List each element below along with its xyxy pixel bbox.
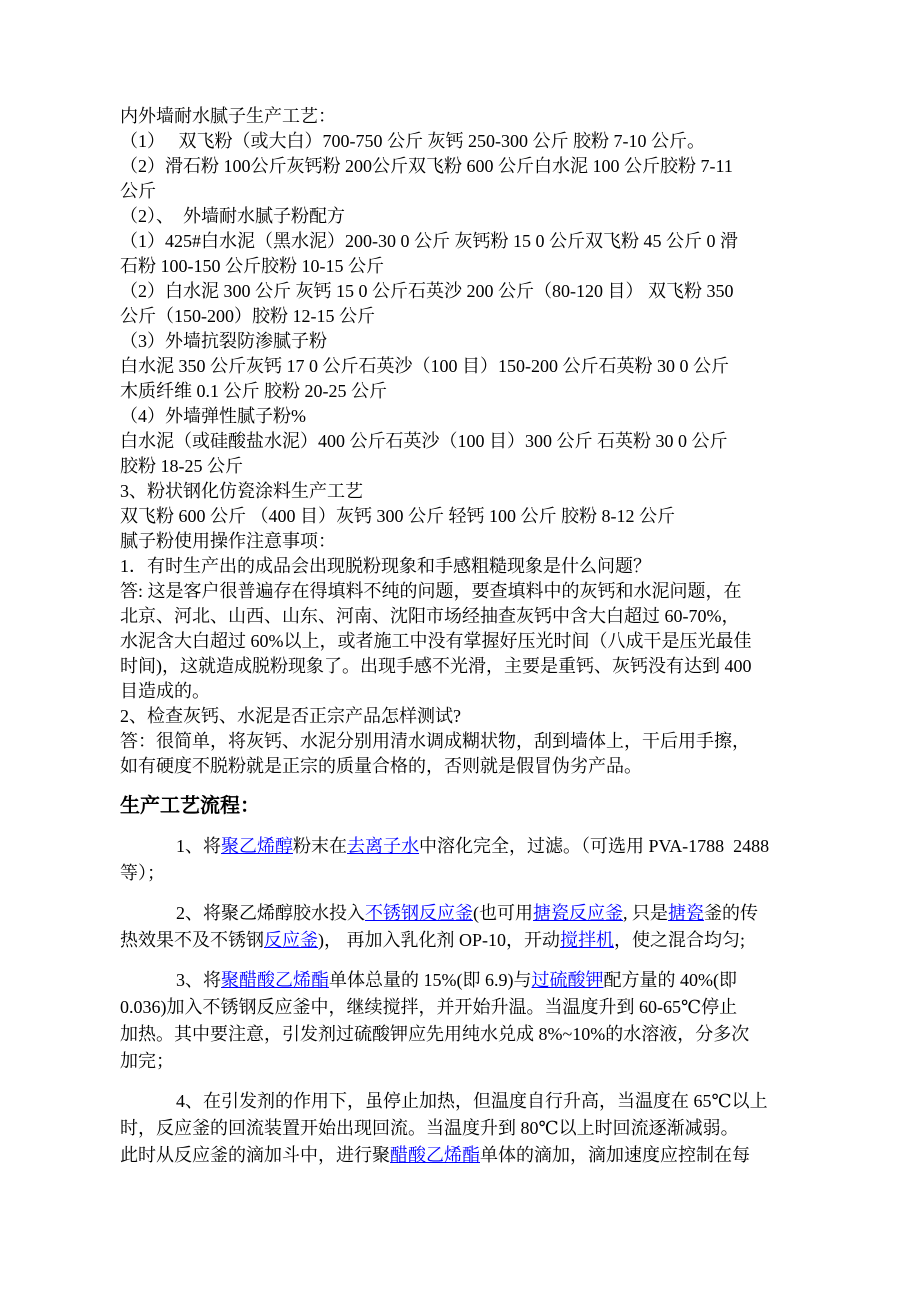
text-line (120, 1021, 812, 1048)
text-run: 白水泥（或硅酸盐水泥）400 公斤石英沙（100 目）300 公斤 石英粉 30 0 公斤 (120, 431, 728, 451)
text-run: 4、在引发剂的作用下，虽停止加热，但温度自行升高，当温度在 65℃以上 (176, 1091, 768, 1111)
text-run: 答: 这是客户很普遍存在得填料不纯的问题，要查填料中的灰钙和水泥问题，在 (120, 581, 742, 601)
text-run: 2、检查灰钙、水泥是否正宗产品怎样测试? (120, 706, 461, 726)
text-run: 目造成的。 (120, 681, 210, 701)
text-line (120, 654, 812, 679)
text-run: 热效果不及不锈钢 (120, 930, 264, 950)
blank-line (120, 779, 812, 792)
hyperlink[interactable]: 聚乙烯醇 (221, 836, 293, 856)
hyperlink[interactable]: 反应釜 (264, 930, 318, 950)
text-line (120, 379, 812, 404)
text-line (120, 579, 812, 604)
text-line (120, 229, 812, 254)
text-run: 内外墙耐水腻子生产工艺： (120, 106, 336, 126)
text-run: 3、将 (176, 970, 221, 990)
text-line (120, 967, 812, 994)
text-run: 北京、河北、山西、山东、河南、沈阳市场经抽查灰钙中含大白超过 60-70%， (120, 606, 740, 626)
text-line (120, 104, 812, 129)
text-line (120, 1048, 812, 1075)
hyperlink[interactable]: 聚醋酸乙烯酯 (221, 970, 329, 990)
text-line (120, 604, 812, 629)
text-run: 1．有时生产出的成品会出现脱粉现象和手感粗糙现象是什么问题？ (120, 556, 651, 576)
text-line (120, 454, 812, 479)
blank-line (120, 1075, 812, 1088)
text-run: (也可用 (473, 903, 533, 923)
text-line (120, 254, 812, 279)
text-run: 粉末在 (293, 836, 347, 856)
text-line (120, 204, 812, 229)
text-run: （2）、 外墙耐水腻子粉配方 (120, 206, 345, 226)
hyperlink[interactable]: 不锈钢反应釜 (365, 903, 473, 923)
text-line (120, 304, 812, 329)
text-line (120, 994, 812, 1021)
text-run: 配方量的 40%(即 (603, 970, 737, 990)
text-run: 如有硬度不脱粉就是正宗的质量合格的，否则就是假冒伪劣产品。 (120, 756, 642, 776)
text-line (120, 479, 812, 504)
text-line (120, 833, 812, 860)
text-line (120, 529, 812, 554)
text-line (120, 1142, 812, 1169)
text-run: 此时从反应釜的滴加斗中，进行聚 (120, 1145, 390, 1165)
text-run: （2）白水泥 300 公斤 灰钙 15 0 公斤石英沙 200 公斤（80-120 目） 双飞粉 350 (120, 281, 734, 301)
text-line (120, 679, 812, 704)
text-run: （1）425#白水泥（黑水泥）200-30 0 公斤 灰钙粉 15 0 公斤双飞粉 45 公斤 0 滑 (120, 231, 738, 251)
hyperlink[interactable]: 搪瓷 (668, 903, 704, 923)
text-line (120, 504, 812, 529)
section-heading: 生产工艺流程： (120, 795, 260, 817)
text-run: 3、粉状钢化仿瓷涂料生产工艺 (120, 481, 363, 501)
text-run: 1、将 (176, 836, 221, 856)
text-line (120, 429, 812, 454)
text-run: 时，反应釜的回流装置开始出现回流。当温度升到 80℃以上时回流逐渐减弱。 (120, 1118, 739, 1138)
text-run: 白水泥 350 公斤灰钙 17 0 公斤石英沙（100 目）150-200 公斤石英粉 30 0 公斤 (120, 356, 729, 376)
text-run: 石粉 100-150 公斤胶粉 10-15 公斤 (120, 256, 384, 276)
text-run: （3）外墙抗裂防渗腻子粉 (120, 331, 327, 351)
text-run: 时间)，这就造成脱粉现象了。出现手感不光滑，主要是重钙、灰钙没有达到 400 (120, 656, 752, 676)
text-run: 胶粉 18-25 公斤 (120, 456, 243, 476)
text-run: 釜的传 (704, 903, 758, 923)
text-line (120, 629, 812, 654)
hyperlink[interactable]: 去离子水 (347, 836, 419, 856)
blank-line (120, 820, 812, 833)
text-run: 加完； (120, 1051, 174, 1071)
blank-line (120, 954, 812, 967)
text-run: 双飞粉 600 公斤 （400 目）灰钙 300 公斤 轻钙 100 公斤 胶粉 8-12 公斤 (120, 506, 675, 526)
text-run: 中溶化完全，过滤。（可选用 PVA-1788 2488 (419, 836, 770, 856)
text-line (120, 129, 812, 154)
text-line (120, 927, 812, 954)
text-run: （4）外墙弹性腻子粉% (120, 406, 306, 426)
hyperlink[interactable]: 醋酸乙烯酯 (390, 1145, 480, 1165)
text-run: , 只是 (623, 903, 668, 923)
text-line (120, 279, 812, 304)
text-line (120, 329, 812, 354)
text-run: 腻子粉使用操作注意事项： (120, 531, 336, 551)
text-run: 0.036)加入不锈钢反应釜中，继续搅拌，并开始升温。当温度升到 60-65℃停止 (120, 997, 738, 1017)
text-run: 答：很简单，将灰钙、水泥分别用清水调成糊状物，刮到墙体上，干后用手擦， (120, 731, 750, 751)
text-line (120, 404, 812, 429)
hyperlink[interactable]: 过硫酸钾 (531, 970, 604, 990)
text-run: 木质纤维 0.1 公斤 胶粉 20-25 公斤 (120, 381, 387, 401)
text-line (120, 729, 812, 754)
hyperlink[interactable]: 搪瓷反应釜 (533, 903, 623, 923)
text-line (120, 704, 812, 729)
text-line (120, 860, 812, 887)
text-run: 加热。其中要注意，引发剂过硫酸钾应先用纯水兑成 8%~10%的水溶液，分多次 (120, 1024, 750, 1044)
text-run: （2）滑石粉 100公斤灰钙粉 200公斤双飞粉 600 公斤白水泥 100 公斤胶粉 7-11 (120, 156, 733, 176)
text-run: 公斤（150-200）胶粉 12-15 公斤 (120, 306, 375, 326)
text-line (120, 1115, 812, 1142)
text-run: 水泥含大白超过 60%以上，或者施工中没有掌握好压光时间（八成干是压光最佳 (120, 631, 752, 651)
text-run: （1） 双飞粉（或大白）700-750 公斤 灰钙 250-300 公斤 胶粉 7-10 公斤。 (120, 131, 705, 151)
text-run: 2、将聚乙烯醇胶水投入 (176, 903, 365, 923)
hyperlink[interactable]: 搅拌机 (560, 930, 614, 950)
text-run: 单体的滴加，滴加速度应控制在每 (480, 1145, 750, 1165)
text-run: )， 再加入乳化剂 OP-10，开动 (318, 930, 560, 950)
text-run: 单体总量的 15%(即 6.9)与 (329, 970, 532, 990)
section-formulas-and-qa (120, 104, 812, 779)
text-line (120, 179, 812, 204)
section-production-process (120, 820, 812, 1169)
text-run: ，使之混合均匀; (614, 930, 746, 950)
text-line (120, 154, 812, 179)
text-run: 公斤 (120, 181, 156, 201)
text-line (120, 1088, 812, 1115)
text-line (120, 754, 812, 779)
text-run: 等）； (120, 863, 165, 883)
text-line (120, 900, 812, 927)
text-line (120, 554, 812, 579)
blank-line (120, 887, 812, 900)
text-line (120, 354, 812, 379)
